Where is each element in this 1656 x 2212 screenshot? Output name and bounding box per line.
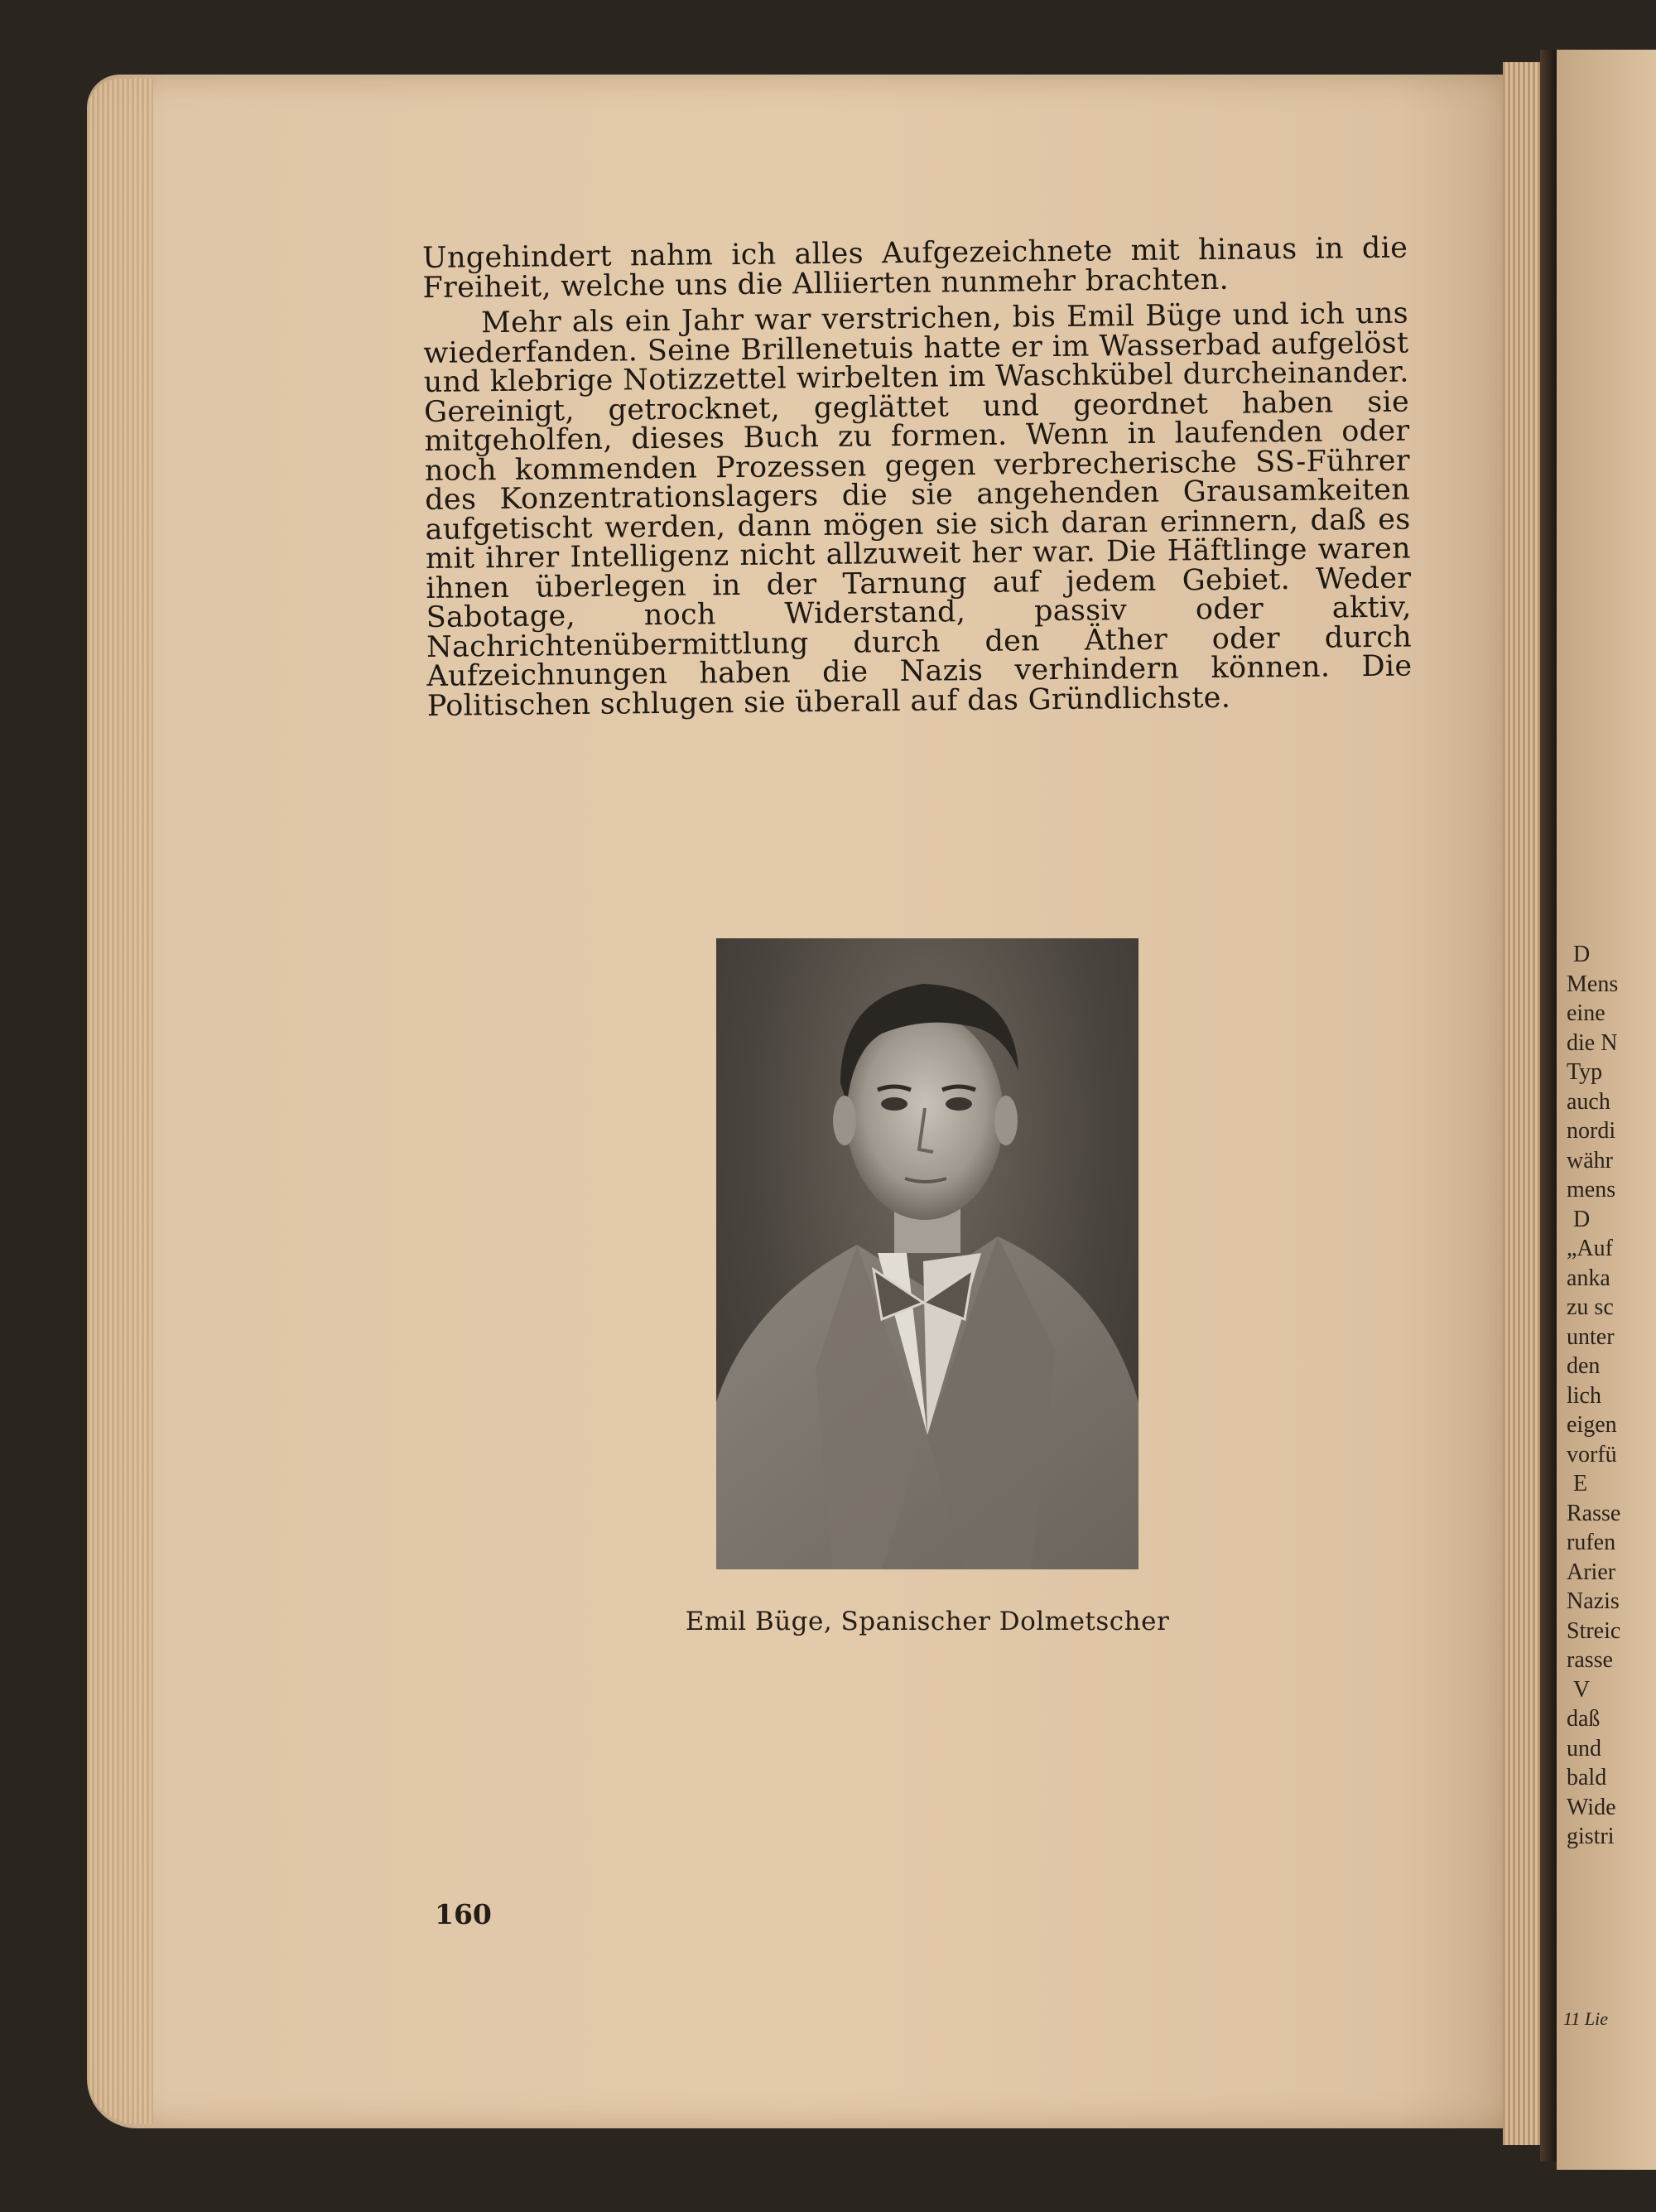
right-page-edges xyxy=(1503,62,1540,2145)
right-page-line: lich xyxy=(1567,1382,1601,1409)
portrait-illustration xyxy=(716,938,1138,1569)
book-gutter xyxy=(1540,50,1557,2161)
right-page-line: bald xyxy=(1567,1765,1607,1790)
right-page-footer: 11 Lie xyxy=(1563,2008,1608,2029)
photo-caption: Emil Büge, Spanischer Dolmetscher xyxy=(685,1607,1170,1636)
right-page-line: eigen xyxy=(1567,1412,1617,1438)
right-page-line: anka xyxy=(1567,1265,1610,1291)
right-page-line: rasse xyxy=(1567,1647,1613,1673)
right-page-line: den xyxy=(1567,1353,1601,1379)
page-edges xyxy=(87,79,153,2124)
right-page-line: nordi xyxy=(1567,1118,1616,1144)
right-page-line: zu sc xyxy=(1567,1294,1614,1320)
right-page-line: eine xyxy=(1567,1000,1605,1026)
portrait-photo xyxy=(716,938,1138,1569)
right-page-line: gistri xyxy=(1567,1824,1615,1849)
right-page-line: vorfü xyxy=(1567,1441,1617,1467)
right-page-line: die N xyxy=(1567,1029,1618,1056)
right-page-line: D xyxy=(1573,942,1591,967)
right-page-line: „Auf xyxy=(1567,1236,1613,1261)
right-page-line: rufen xyxy=(1567,1530,1616,1555)
right-page-fragment xyxy=(1557,50,1656,2170)
body-text xyxy=(421,231,1413,723)
right-page-line: Typ xyxy=(1567,1059,1603,1085)
right-page-line: Streic xyxy=(1567,1617,1621,1644)
right-page-line: V xyxy=(1573,1676,1591,1703)
right-page-line: Mens xyxy=(1567,971,1619,997)
page-number: 160 xyxy=(435,1898,492,1930)
right-page-line: auch xyxy=(1567,1088,1610,1115)
paragraph: Ungehindert nahm ich alles Aufgezeichnete mit hinaus in die Freiheit, welche uns die Alliierten nunmehr brachten. xyxy=(421,231,1408,305)
right-page-line: und xyxy=(1567,1735,1601,1761)
right-page-line: Wide xyxy=(1567,1794,1616,1820)
right-page-line: Rasse xyxy=(1567,1500,1621,1526)
right-page-line: mens xyxy=(1567,1177,1616,1202)
paragraph: Mehr als ein Jahr war verstrichen, bis Emil Büge und ich uns wiederfanden. Seine Brillenetuis hatte er im Wasserbad aufgelöst und klebrige Notizzettel wirbelten im Waschkübel durcheinander. Gereinigt, getrocknet, geglättet und geordnet haben sie mitgeholfen, dieses Buch zu formen. Wenn in laufenden oder noch kommenden Prozessen gegen verbrecherische SS-Führer des Konzentrationslagers die sie angehenden Grausamkeiten aufgetischt werden, dann mögen sie sich daran erinnern, daß es mit ihrer Intelligenz nicht allzuweit her war. Die Häftlinge waren ihnen überlegen in der Tarnung auf jedem Gebiet. Weder Sabotage, noch Widerstand, passiv oder aktiv, Nachrichtenübermittlung durch den Äther oder durch Aufzeichnungen haben die Nazis verhindern können. Die Politischen schlugen sie überall auf das Gründlichste. xyxy=(423,296,1413,723)
right-page-line: daß xyxy=(1567,1706,1601,1732)
right-page-line: Arier xyxy=(1567,1559,1616,1585)
right-page-line: D xyxy=(1573,1206,1591,1232)
right-page-line: Nazis xyxy=(1567,1588,1620,1614)
right-page-line: unter xyxy=(1567,1323,1615,1350)
right-page-line: währ xyxy=(1567,1147,1613,1173)
right-page-line: E xyxy=(1573,1471,1588,1496)
right-page-text xyxy=(1567,940,1620,1852)
